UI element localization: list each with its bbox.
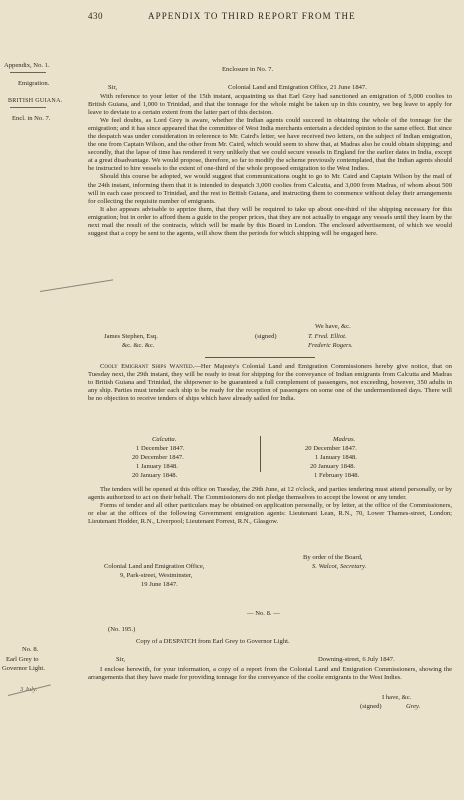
signer-elliot: T. Fred. Elliot. xyxy=(308,333,347,340)
paragraph: It also appears advisable to apprize them, that they will be required to take up about one-third of the shipping necessary for this emigration; but in order to afford them a guide to the proper prices, that they are not actually to engage any vessels until they learn by the next mail the result of the contracts, which will be made by this Board in London. The enclosed advertisement, of which we would suggest that a copy be sent to the agents, will show them the periods for which shipping will be engaged here. xyxy=(88,205,452,237)
addressee-title: &c. &c. &c. xyxy=(122,342,155,349)
calcutta-date: 20 January 1848. xyxy=(132,472,178,479)
salutation: Sir, xyxy=(116,656,126,663)
margin-date-handwritten: 3 July. xyxy=(20,686,38,693)
paragraph: We feel doubts, as Lord Grey is aware, whether the Indian agents could succeed in obtaining the whole of the tonnage for the emigration; and it has since appeared that the committee of West India merchants entertain a decided opinion to the same effect. But since the despatch was under consideration in reference to Mr. Caird's letter, we have received two letters, on the subject of Indian emigration, the one from Captain Wilson, and the other from Mr. Caird, which would seem to show that, at Madras also he could obtain shipping; and secondly, that the lapse of time has rendered it very unlikely that we could secure vessels in England for the earlier dates in India, except at a great disadvantage. We would propose, therefore, so far to modify the scheme previously contemplated, that the Indian agents should be instructed to hire vessels to the extent of one-third of the whole proposed emigration to the West Indies. xyxy=(88,117,452,173)
section-number: — No. 8. — xyxy=(247,610,280,617)
closing: I have, &c. xyxy=(382,694,412,701)
calcutta-date: 1 December 1847. xyxy=(136,445,185,452)
advert-paragraph: —Her Majesty's Colonial Land and Emigration Commissioners hereby give notice, that on Tuesday next, the 29th instant, they will be ready to treat for shipping for the conveyance of Indian emigrants from Calcutta and Madras to British Guiana and Trinidad, the shipowner to be guaranteed a full complement of passengers, not exceeding, however, 350 adults in any ship. Parties must tender each ship to be ready for the reception of passengers on some one of the undermentioned days. There will be no objection to receive tenders of ships which have already sailed for India. xyxy=(88,363,452,403)
calcutta-date: 1 January 1848. xyxy=(136,463,178,470)
margin-appendix: Appendix, No. 1. xyxy=(4,62,50,69)
enclosure-heading: Enclosure in No. 7. xyxy=(222,66,274,73)
margin-earl-grey: Earl Grey to xyxy=(6,656,39,663)
section-divider xyxy=(205,357,315,358)
calcutta-date: 20 December 1847. xyxy=(132,454,184,461)
advertisement-body xyxy=(88,363,452,403)
tenders-body xyxy=(88,486,452,526)
pencil-mark xyxy=(40,279,113,292)
madras-date: 1 February 1848. xyxy=(314,472,360,479)
margin-no8: No. 8. xyxy=(22,646,39,653)
madras-label: Madras. xyxy=(333,436,356,443)
running-title: APPENDIX TO THIRD REPORT FROM THE xyxy=(148,11,356,21)
margin-enclosure-ref: Encl. in No. 7. xyxy=(12,115,51,122)
forms-paragraph: Forms of tender and all other particulars may be obtained on application personally, or by letter, at the office of the Commissioners, or else at the offices of the following Government emigration agents: Lieutenant Lean, R.N., 70, Lower Thames-street, London; Lieutenant Hodder, R.N., Liverpool; Lieutenant Forrest, R.N., Glasgow. xyxy=(88,502,452,526)
advert-lead: Cooly Emigrant Ships Wanted. xyxy=(100,363,195,370)
secretary-signature: S. Walcot, Secretary. xyxy=(312,563,367,570)
madras-date: 20 January 1848. xyxy=(310,463,356,470)
office-line-1: Colonial Land and Emigration Office, xyxy=(104,563,205,570)
signed-label: (signed) xyxy=(360,703,382,710)
salutation: Sir, xyxy=(108,84,118,91)
tenders-paragraph: The tenders will be opened at this office on Tuesday, the 29th June, at 12 o'clock, and parties tendering must attend personally, or by agents authorized to act on their behalf. The Commissioners do not pledge themselves to accept the lowest or any tender. xyxy=(88,486,452,502)
office-date: Colonial Land and Emigration Office, 21 June 1847. xyxy=(228,84,367,91)
signed-label: (signed) xyxy=(255,333,277,340)
despatch-title: Copy of a DESPATCH from Earl Grey to Governor Light. xyxy=(136,638,290,645)
signer-grey: Grey. xyxy=(406,703,421,710)
signer-rogers: Frederic Rogers. xyxy=(308,342,353,349)
margin-governor-light: Governor Light. xyxy=(2,665,45,672)
office-line-3: 19 June 1847. xyxy=(141,581,178,588)
calcutta-label: Calcutta. xyxy=(152,436,177,443)
despatch-paragraph: I enclose herewith, for your information, a copy of a report from the Colonial Land and Emigration Commissioners, showing the arrangements that they have made for providing tonnage for the conveyance of the coolie emigrants to the West Indies. xyxy=(88,666,452,682)
despatch-body xyxy=(88,666,452,682)
page-number: 430 xyxy=(88,11,103,21)
paragraph: Should this course be adopted, we would suggest that communications ought to go to Mr. Caird and Captain Wilson by the mail of the 24th instant, informing them that it is intended to despatch 3,000 coolies from Calcutta, and 3,000 from Madras, of whom about 500 will in each case proceed to Trinidad, and the rest to British Guiana, and instructing them to commence without delay their arrangements for collecting the requisite number of emigrants. xyxy=(88,173,452,205)
despatch-ref: (No. 195.) xyxy=(108,626,136,633)
madras-date: 1 January 1848. xyxy=(315,454,357,461)
place-date: Downing-street, 6 July 1847. xyxy=(318,656,395,663)
office-line-2: 9, Park-street, Westminster, xyxy=(120,572,193,579)
by-order: By order of the Board, xyxy=(303,554,363,561)
margin-british-guiana: BRITISH GUIANA. xyxy=(8,98,63,104)
margin-divider xyxy=(10,107,46,108)
margin-emigration: Emigration. xyxy=(18,80,50,87)
margin-divider xyxy=(10,72,46,73)
madras-date: 20 December 1847. xyxy=(305,445,357,452)
closing: We have, &c. xyxy=(315,323,351,330)
addressee-name: James Stephen, Esq. xyxy=(104,333,158,340)
column-divider xyxy=(260,436,261,472)
enclosure-body xyxy=(88,93,452,238)
paragraph: With reference to your letter of the 15th instant, acquainting us that Earl Grey had sanctioned an emigration of 5,000 coolies to British Guiana, and 1,000 to Trinidad, and that the tonnage for the whole might be taken up in this country, we beg leave to apply for leave to deviate to a certain extent from the latter part of this decision. xyxy=(88,93,452,117)
